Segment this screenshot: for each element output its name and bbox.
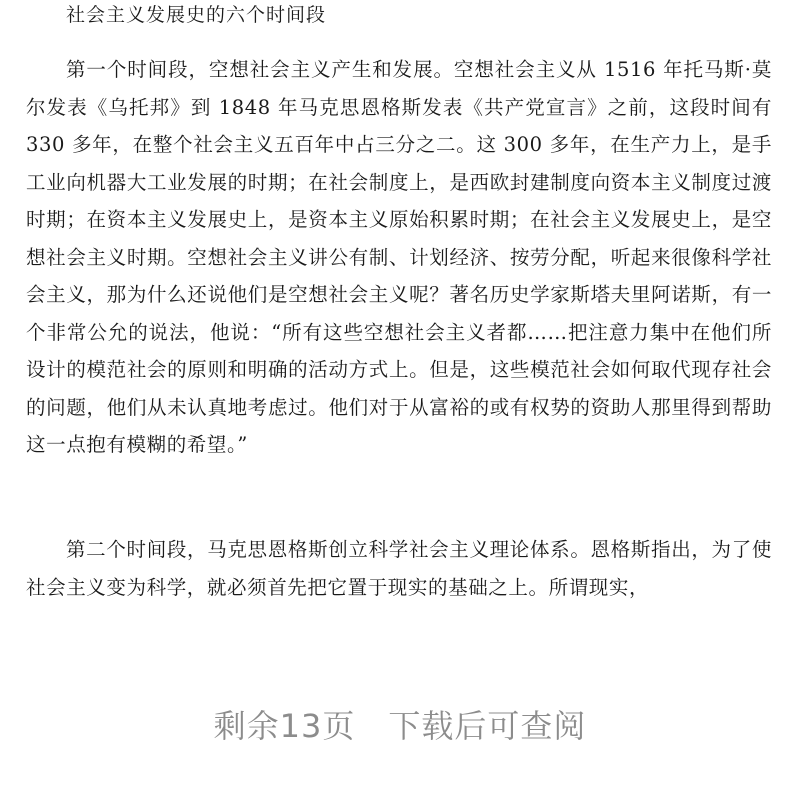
document-title: 社会主义发展史的六个时间段 [66,4,327,26]
remaining-pages-download-prompt[interactable]: 剩余13页 下载后可查阅 [213,707,587,745]
paragraph-2: 第二个时间段，马克思恩格斯创立科学社会主义理论体系。恩格斯指出，为了使社会主义变为科学，就必须首先把它置于现实的基础之上。所谓现实， [26,538,772,599]
paragraph-1: 第一个时间段，空想社会主义产生和发展。空想社会主义从 1516 年托马斯·莫尔发表《乌托邦》到 1848 年马克思恩格斯发表《共产党宣言》之前，这段时间有 330 多年，在整个社会主义五百年中占三分之二。这 300 多年，在生产力上，是手工业向机器大工业发展的时期；在社会制度上，是西欧封建制度向资本主义制度过渡时期；在资本主义发展史上，是资本主义原始积累时期；在社会主义发展史上，是空想社会主义时期。空想社会主义讲公有制、计划经济、按劳分配，听起来很像科学社会主义，那为什么还说他们是空想社会主义呢？著名历史学家斯塔夫里阿诺斯，有一个非常公允的说法，他说：“所有这些空想社会主义者都……把注意力集中在他们所设计的模范社会的原则和明确的活动方式上。但是，这些模范社会如何取代现存社会的问题，他们从未认真地考虑过。他们对于从富裕的或有权势的资助人那里得到帮助这一点抱有模糊的希望。” [26,58,772,456]
